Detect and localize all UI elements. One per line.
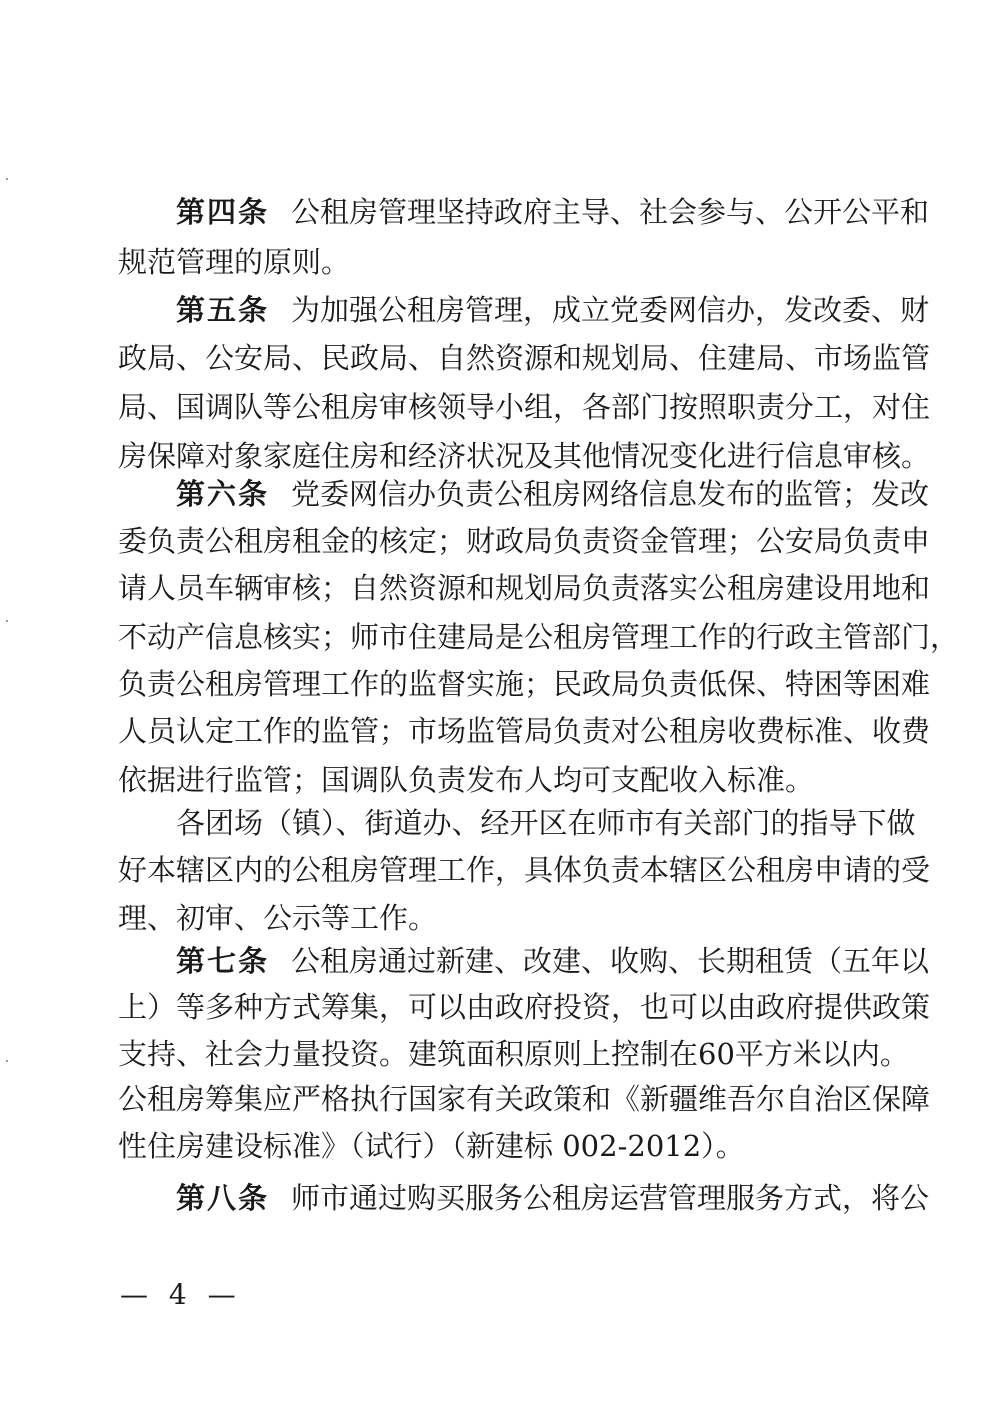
article-4-line-2 [118,242,858,282]
article-6-line-4 [118,617,960,657]
paragraph-line-2 [118,850,931,890]
article-7-line-4 [118,1079,931,1119]
paragraph-line-3 [118,898,858,938]
article-7-line-5 [118,1126,858,1166]
scan-mark [6,178,8,180]
text-line: 公租房通过新建、改建、收购、长期租赁（五年以 [291,944,930,978]
text-line: 委负责公租房租金的核定；财政局负责资金管理；公安局负责申 [118,524,931,558]
text-line: 上）等多种方式筹集，可以由政府投资，也可以由政府提供政策 [118,990,931,1024]
article-7-line-1 [176,941,930,981]
article-6-line-1 [176,474,930,514]
article-7-line-3 [118,1034,909,1074]
text-line: 公租房管理坚持政府主导、社会参与、公开公平和 [291,195,930,229]
text-line: 负责公租房管理工作的监督实施；民政局负责低保、特困等困难 [118,667,931,701]
article-7-heading: 第七条 [176,944,270,978]
text-line: 规范管理的原则。 [118,245,351,279]
text-line: 依据进行监管；国调队负责发布人均可支配收入标准。 [118,763,815,797]
text-line: 请人员车辆审核；自然资源和规划局负责落实公租房建设用地和 [118,571,931,605]
text-line: 政局、公安局、民政局、自然资源和规划局、住建局、市场监管 [118,341,931,375]
text-line: 公租房筹集应严格执行国家有关政策和《新疆维吾尔自治区保障 [118,1082,931,1116]
text-line: 各团场（镇）、街道办、经开区在师市有关部门的指导下做 [176,806,916,840]
article-7-line-2 [118,987,931,1027]
article-6-line-2 [118,521,931,561]
text-line: 人员认定工作的监管；市场监管局负责对公租房收费标准、收费 [118,714,931,748]
text-line: 理、初审、公示等工作。 [118,901,438,935]
text-line: 支持、社会力量投资。建筑面积原则上控制在60平方米以内。 [118,1037,909,1071]
text-line: 为加强公租房管理，成立党委网信办，发改委、财 [291,293,930,327]
text-line: 师市通过购买服务公租房运营管理服务方式，将公 [291,1181,930,1215]
text-line: 房保障对象家庭住房和经济状况及其他情况变化进行信息审核。 [118,439,931,473]
article-8-line-1 [176,1178,930,1218]
article-5-line-3 [118,387,931,427]
article-6-line-7 [118,760,858,800]
text-line: 局、国调队等公租房审核领导小组，各部门按照职责分工，对住 [118,390,931,424]
article-5-heading: 第五条 [176,293,270,327]
paragraph-line-1 [176,803,916,843]
text-line: 党委网信办负责公租房网络信息发布的监管；发改 [291,477,930,511]
text-line: 不动产信息核实；师市住建局是公租房管理工作的行政主管部门， [118,620,960,654]
article-8-heading: 第八条 [176,1181,270,1215]
article-5-line-4 [118,436,931,476]
article-6-line-6 [118,711,931,751]
page-number: — 4 — [120,1278,242,1311]
article-4-heading: 第四条 [176,195,270,229]
text-line: 性住房建设标准》（试行）（新建标 002-2012）。 [118,1129,745,1163]
article-6-heading: 第六条 [176,477,270,511]
scan-mark [6,1060,8,1062]
article-6-line-5 [118,664,931,704]
text-line: 好本辖区内的公租房管理工作，具体负责本辖区公租房申请的受 [118,853,931,887]
article-4-line-1 [176,192,930,232]
scan-mark [6,620,8,622]
article-5-line-1 [176,290,930,330]
article-5-line-2 [118,338,931,378]
article-6-line-3 [118,568,931,608]
